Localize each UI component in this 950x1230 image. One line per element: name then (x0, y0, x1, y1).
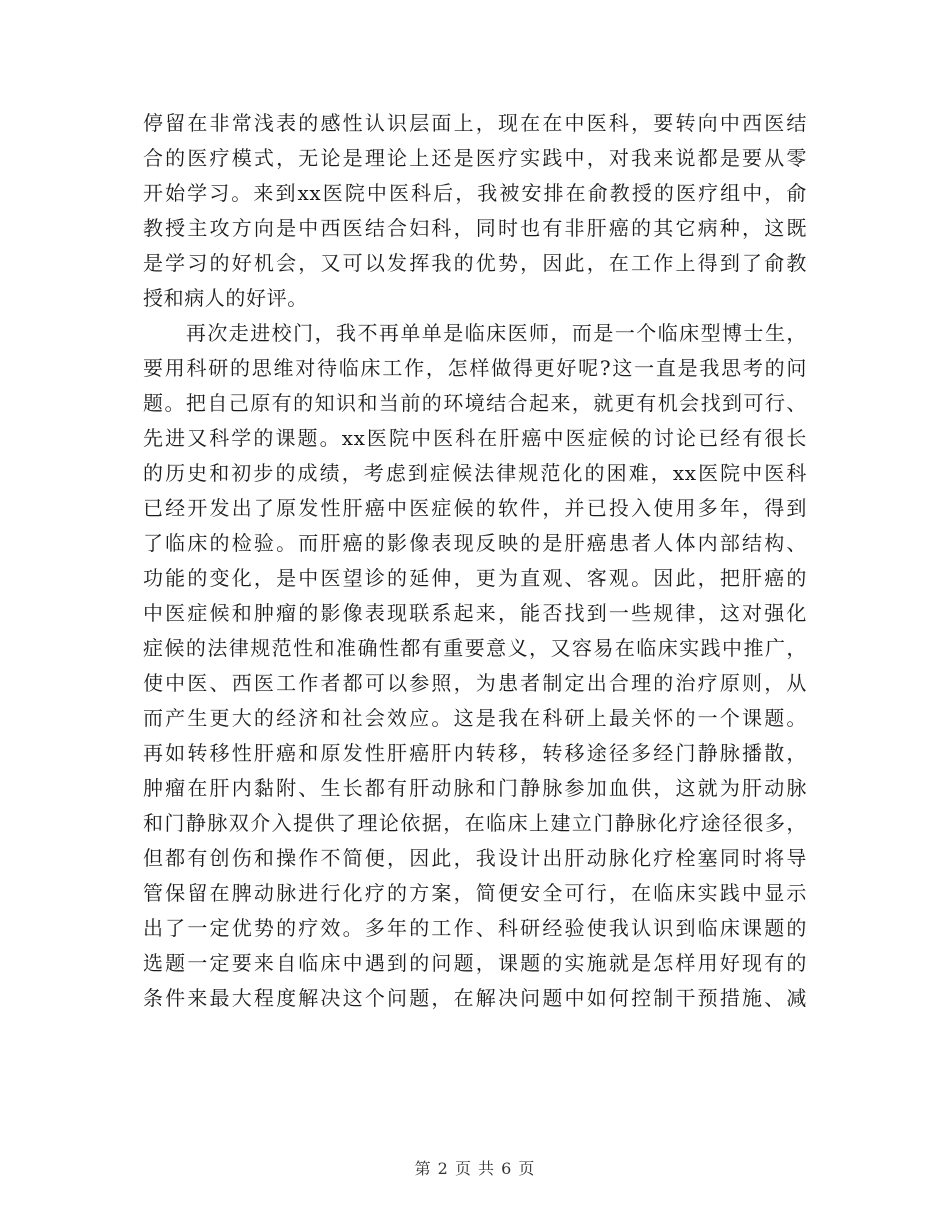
text-line: 出了一定优势的疗效。多年的工作、科研经验使我认识到临床课题的 (143, 916, 807, 940)
text-line: 授和病人的好评。 (143, 286, 308, 310)
text-line: 条件来最大程度解决这个问题，在解决问题中如何控制干预措施、减 (143, 986, 807, 1010)
page-number-footer: 第 2 页 共 6 页 (414, 1159, 536, 1178)
text-line: 中医症候和肿瘤的影像表现联系起来，能否找到一些规律，这对强化 (143, 601, 807, 625)
text-line: 要用科研的思维对待临床工作，怎样做得更好呢?这一直是我思考的问 (143, 356, 807, 380)
text-line: 再如转移性肝癌和原发性肝癌肝内转移，转移途径多经门静脉播散， (143, 741, 807, 765)
text-line: 和门静脉双介入提供了理论依据，在临床上建立门静脉化疗途径很多， (143, 811, 807, 835)
text-line: 而产生更大的经济和社会效应。这是我在科研上最关怀的一个课题。 (143, 706, 807, 730)
text-line: 题。把自己原有的知识和当前的环境结合起来，就更有机会找到可行、 (143, 391, 807, 415)
text-line: 使中医、西医工作者都可以参照，为患者制定出合理的治疗原则，从 (143, 671, 807, 695)
text-line: 功能的变化，是中医望诊的延伸，更为直观、客观。因此，把肝癌的 (143, 566, 807, 590)
text-line: 症候的法律规范性和准确性都有重要意义，又容易在临床实践中推广， (143, 636, 807, 660)
text-line: 选题一定要来自临床中遇到的问题，课题的实施就是怎样用好现有的 (143, 951, 807, 975)
text-line: 合的医疗模式，无论是理论上还是医疗实践中，对我来说都是要从零 (143, 146, 807, 170)
text-line: 先进又科学的课题。xx医院中医科在肝癌中医症候的讨论已经有很长 (143, 426, 807, 450)
text-line: 管保留在脾动脉进行化疗的方案，简便安全可行，在临床实践中显示 (143, 881, 807, 905)
text-line: 是学习的好机会，又可以发挥我的优势，因此，在工作上得到了俞教 (143, 251, 807, 275)
text-line: 教授主攻方向是中西医结合妇科，同时也有非肝癌的其它病种，这既 (143, 216, 807, 240)
text-line: 再次走进校门，我不再单单是临床医师，而是一个临床型博士生， (143, 321, 807, 345)
text-line: 已经开发出了原发性肝癌中医症候的软件，并已投入使用多年，得到 (143, 496, 807, 520)
text-line: 停留在非常浅表的感性认识层面上，现在在中医科，要转向中西医结 (143, 111, 807, 135)
text-line: 了临床的检验。而肝癌的影像表现反映的是肝癌患者人体内部结构、 (143, 531, 807, 555)
body-text (143, 106, 807, 1016)
text-line: 肿瘤在肝内黏附、生长都有肝动脉和门静脉参加血供，这就为肝动脉 (143, 776, 807, 800)
text-line: 的历史和初步的成绩，考虑到症候法律规范化的困难，xx医院中医科 (143, 461, 807, 485)
text-line: 开始学习。来到xx医院中医科后，我被安排在俞教授的医疗组中，俞 (143, 181, 807, 205)
text-line: 但都有创伤和操作不简便，因此，我设计出肝动脉化疗栓塞同时将导 (143, 846, 807, 870)
